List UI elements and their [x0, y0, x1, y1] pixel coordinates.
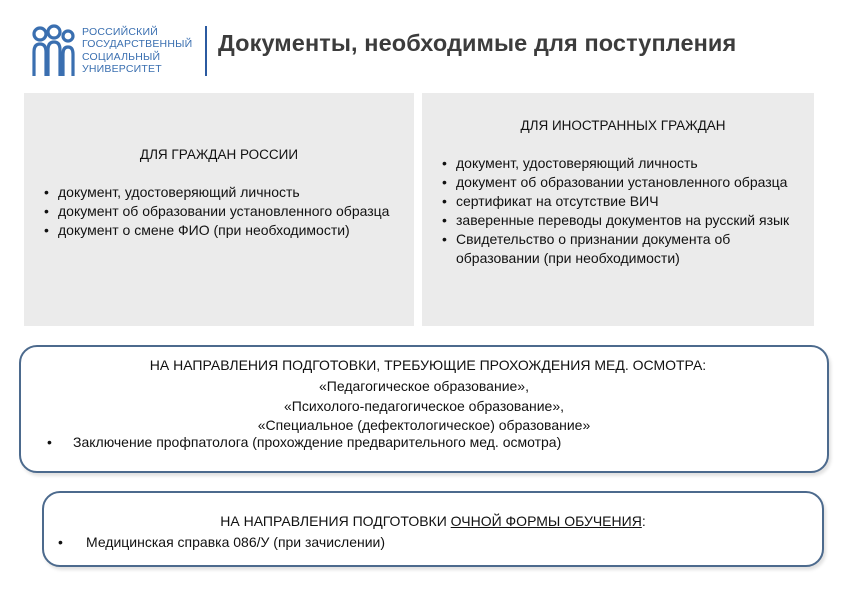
fulltime-requirement-text: Медицинская справка 086/У (при зачислении) [86, 534, 386, 550]
foreign-citizens-panel [422, 93, 814, 326]
logo-line: УНИВЕРСИТЕТ [82, 62, 162, 75]
russian-citizens-panel [24, 93, 414, 326]
bullet-icon: • [58, 534, 63, 550]
foreign-documents-list [442, 154, 807, 268]
russian-documents-list [44, 183, 414, 240]
list-item: • документ, удостоверяющий личность [44, 183, 414, 202]
list-item: • документ о смене ФИО (при необходимости) [44, 221, 414, 240]
program-item: «Педагогическое образование», [319, 378, 529, 394]
russian-citizens-heading: ДЛЯ ГРАЖДАН РОССИИ [139, 147, 299, 162]
list-item: • сертификат на отсутствие ВИЧ [442, 192, 807, 211]
logo-line: ГОСУДАРСТВЕННЫЙ [82, 38, 193, 51]
list-item: • заверенные переводы документов на русский язык [442, 211, 807, 230]
bullet-icon: • [47, 434, 52, 450]
medical-exam-box [19, 345, 829, 473]
fulltime-heading-prefix: НА НАПРАВЛЕНИЯ ПОДГОТОВКИ [220, 513, 451, 529]
list-item: • документ об образовании установленного образца [442, 173, 807, 192]
fulltime-heading-underlined: ОЧНОЙ ФОРМЫ ОБУЧЕНИЯ [450, 513, 642, 529]
foreign-citizens-heading: ДЛЯ ИНОСТРАННЫХ ГРАЖДАН [520, 118, 726, 133]
list-item: • Свидетельство о признании документа об образовании (при необходимости) [442, 230, 807, 268]
medical-requirement [47, 434, 561, 450]
title-divider [205, 26, 207, 76]
medical-exam-heading: НА НАПРАВЛЕНИЯ ПОДГОТОВКИ, ТРЕБУЮЩИЕ ПРОХОЖДЕНИЯ МЕД. ОСМОТРА: [149, 357, 707, 373]
fulltime-heading-suffix: : [641, 513, 646, 529]
university-logo [30, 24, 200, 80]
list-item: • документ об образовании установленного образца [44, 202, 414, 221]
program-item: «Психолого-педагогическое образование», [283, 397, 565, 414]
logo-line: РОССИЙСКИЙ [82, 26, 158, 38]
medical-requirement-text: Заключение профпатолога (прохождение предварительного мед. осмотра) [73, 434, 562, 450]
fulltime-requirement [58, 534, 385, 550]
page-title: Документы, необходимые для поступления [218, 30, 737, 56]
fulltime-heading [44, 513, 822, 529]
program-item: «Специальное (дефектологическое) образование» [257, 417, 591, 433]
fulltime-box [42, 491, 824, 567]
logo-people-icon [30, 24, 78, 80]
logo-line: СОЦИАЛЬНЫЙ [82, 50, 161, 63]
list-item: • документ, удостоверяющий личность [442, 154, 807, 173]
medical-programs-list [21, 377, 827, 436]
logo-text [82, 26, 232, 75]
